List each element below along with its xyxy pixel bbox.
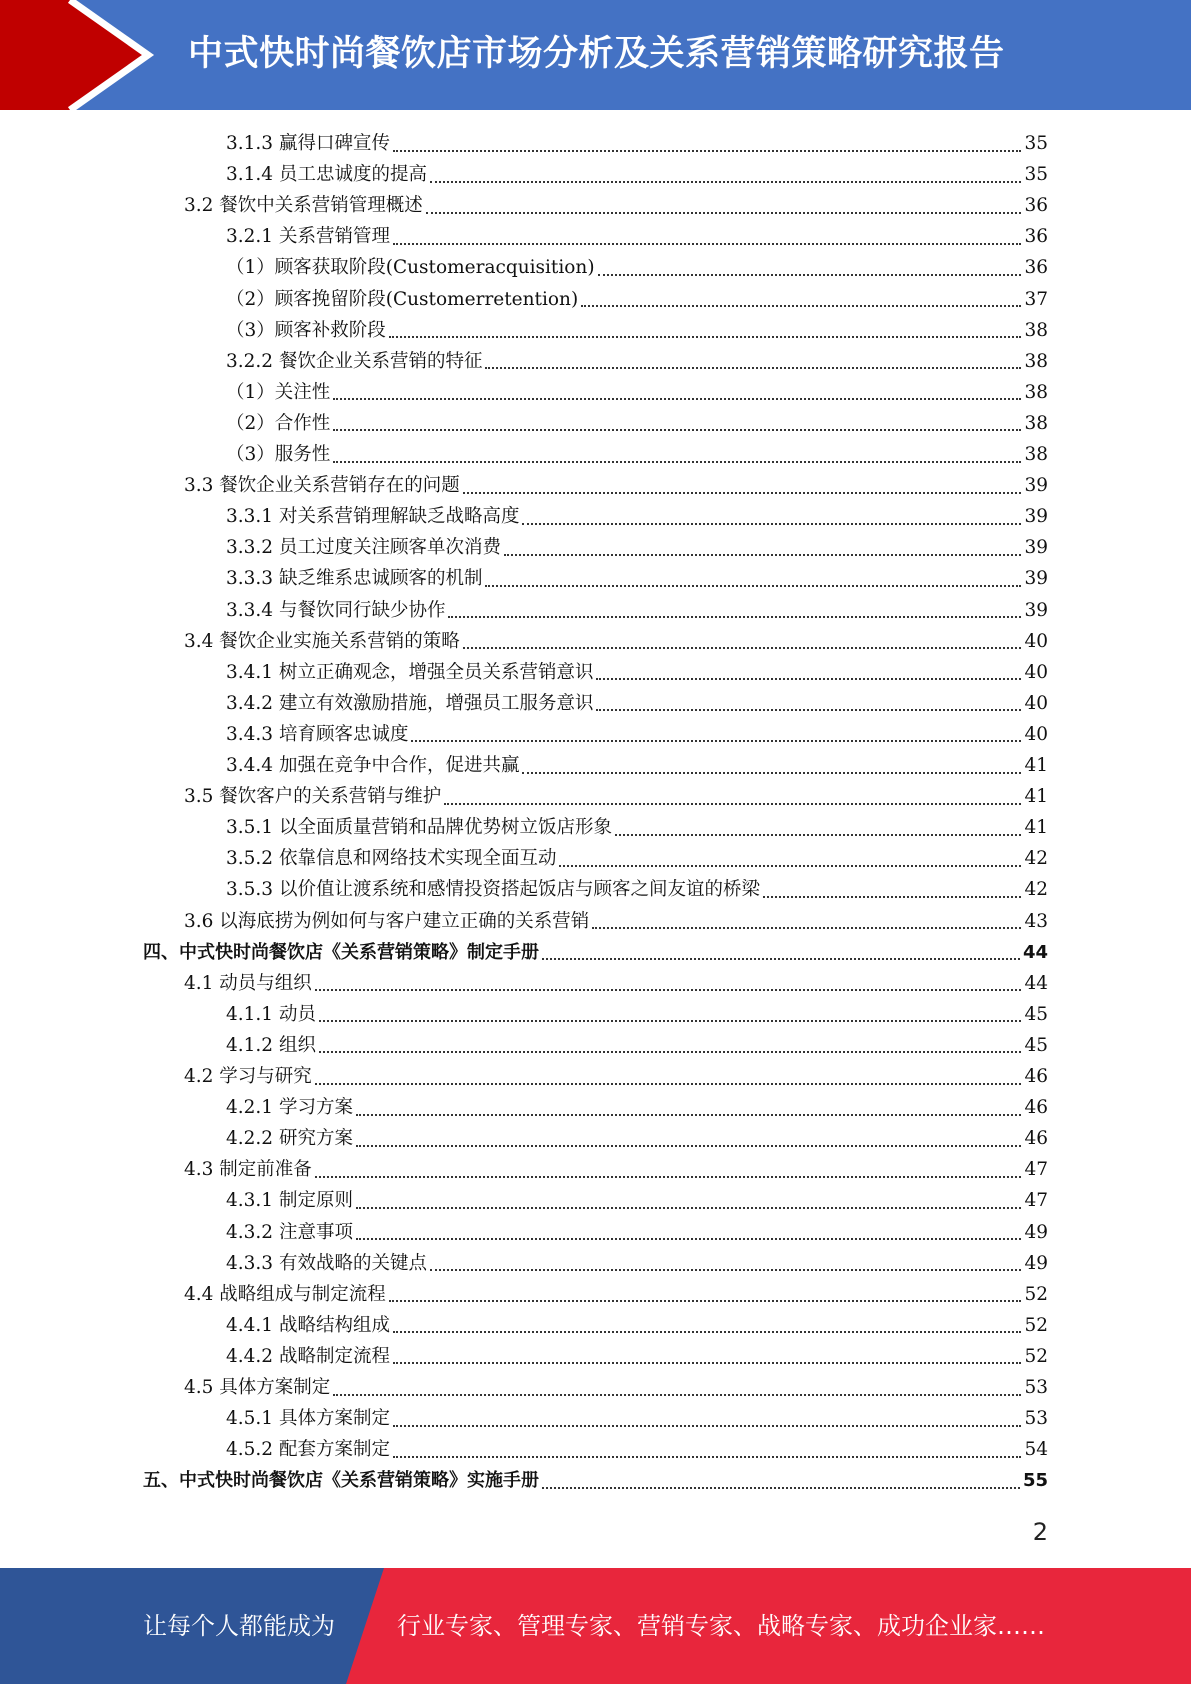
toc-entry-label: 4.2.1 学习方案 xyxy=(226,1097,353,1119)
toc-entry[interactable] xyxy=(226,1341,1048,1372)
toc-entry-page: 44 xyxy=(1022,941,1048,963)
toc-entry-page: 39 xyxy=(1024,537,1048,559)
document-title: 中式快时尚餐饮店市场分析及关系营销策略研究报告 xyxy=(188,34,1005,74)
toc-entry-label: 3.5.2 依靠信息和网络技术实现全面互动 xyxy=(226,848,557,870)
toc-entry-page: 38 xyxy=(1024,381,1048,403)
toc-entry[interactable] xyxy=(184,1061,1048,1092)
toc-leader-dots xyxy=(393,150,1021,152)
toc-entry[interactable] xyxy=(226,1434,1048,1465)
toc-entry[interactable] xyxy=(226,1310,1048,1341)
toc-entry[interactable] xyxy=(226,439,1048,470)
toc-entry-page: 47 xyxy=(1024,1159,1048,1181)
toc-entry-page: 38 xyxy=(1024,444,1048,465)
toc-leader-dots xyxy=(559,865,1021,867)
toc-leader-dots xyxy=(356,1207,1022,1209)
toc-entry-label: 4.4.2 战略制定流程 xyxy=(226,1345,390,1367)
toc-entry-label: 4.3.3 有效战略的关键点 xyxy=(226,1252,427,1274)
toc-entry-page: 53 xyxy=(1024,1377,1048,1398)
toc-entry-label: 4.4 战略组成与制定流程 xyxy=(184,1283,386,1305)
toc-entry-page: 40 xyxy=(1024,692,1048,714)
toc-entry-page: 37 xyxy=(1024,288,1048,310)
toc-entry[interactable] xyxy=(226,657,1048,688)
toc-entry[interactable] xyxy=(184,1154,1048,1185)
toc-entry-label: （1）关注性 xyxy=(226,381,331,403)
toc-entry-label: 3.3.3 缺乏维系忠诚顾客的机制 xyxy=(226,568,483,590)
toc-leader-dots xyxy=(615,834,1021,836)
toc-entry-page: 40 xyxy=(1024,661,1048,683)
toc-leader-dots xyxy=(315,989,1022,991)
toc-entry[interactable] xyxy=(226,315,1048,346)
toc-entry-label: 4.3 制定前准备 xyxy=(184,1159,312,1181)
toc-entry-page: 36 xyxy=(1024,195,1048,217)
toc-leader-dots xyxy=(393,1425,1021,1427)
toc-entry[interactable] xyxy=(226,595,1048,626)
toc-leader-dots xyxy=(596,709,1021,711)
toc-entry-label: 3.4 餐饮企业实施关系营销的策略 xyxy=(184,630,460,652)
toc-entry-page: 35 xyxy=(1024,164,1048,186)
toc-leader-dots xyxy=(319,1020,1022,1022)
toc-entry-label: 3.1.4 员工忠诚度的提高 xyxy=(226,164,427,186)
toc-entry[interactable] xyxy=(226,159,1048,190)
toc-entry[interactable] xyxy=(226,750,1048,781)
toc-entry-page: 45 xyxy=(1024,1003,1048,1025)
footer-slogan-left: 让每个人都能成为 xyxy=(143,1612,335,1640)
toc-entry-page: 46 xyxy=(1024,1066,1048,1087)
toc-entry-page: 54 xyxy=(1024,1439,1048,1461)
toc-entry-page: 42 xyxy=(1024,879,1048,901)
toc-entry[interactable] xyxy=(184,470,1048,501)
toc-entry-label: （2）合作性 xyxy=(226,412,331,434)
page-number: 2 xyxy=(1032,1518,1048,1546)
toc-leader-dots xyxy=(333,1394,1021,1396)
toc-leader-dots xyxy=(389,336,1022,338)
toc-entry[interactable] xyxy=(226,719,1048,750)
toc-entry-label: 4.2.2 研究方案 xyxy=(226,1128,353,1150)
toc-leader-dots xyxy=(463,647,1022,649)
toc-entry-page: 42 xyxy=(1024,848,1048,870)
toc-entry[interactable] xyxy=(226,408,1048,439)
toc-entry[interactable] xyxy=(226,128,1048,159)
toc-entry-page: 49 xyxy=(1024,1221,1048,1243)
toc-entry[interactable] xyxy=(226,1248,1048,1279)
toc-entry-label: 4.4.1 战略结构组成 xyxy=(226,1314,390,1336)
toc-entry-label: 3.5 餐饮客户的关系营销与维护 xyxy=(184,786,442,808)
toc-entry-label: 3.3.2 员工过度关注顾客单次消费 xyxy=(226,537,501,559)
toc-entry-page: 40 xyxy=(1024,630,1048,652)
toc-entry-page: 52 xyxy=(1024,1314,1048,1336)
toc-leader-dots xyxy=(448,616,1021,618)
toc-entry[interactable] xyxy=(226,812,1048,843)
toc-entry-label: （1）顾客获取阶段(Customeracquisition) xyxy=(226,257,595,279)
toc-entry-page: 47 xyxy=(1024,1190,1048,1212)
toc-entry-page: 38 xyxy=(1024,319,1048,341)
toc-entry[interactable] xyxy=(226,532,1048,563)
toc-entry-label: 五、中式快时尚餐饮店《关系营销策略》实施手册 xyxy=(143,1470,539,1492)
toc-entry-page: 38 xyxy=(1024,412,1048,434)
toc-entry[interactable] xyxy=(226,874,1048,905)
toc-entry-page: 40 xyxy=(1024,723,1048,745)
toc-leader-dots xyxy=(333,398,1021,400)
footer-slogan-right: 行业专家、管理专家、营销专家、战略专家、成功企业家…… xyxy=(397,1612,1045,1640)
toc-leader-dots xyxy=(333,429,1021,431)
toc-entry-label: （3）服务性 xyxy=(226,444,331,465)
toc-entry-label: 3.4.3 培育顾客忠诚度 xyxy=(226,723,409,745)
toc-leader-dots xyxy=(522,772,1021,774)
toc-entry[interactable] xyxy=(184,781,1048,812)
toc-entry-label: 4.1.1 动员 xyxy=(226,1003,316,1025)
toc-leader-dots xyxy=(581,305,1021,307)
toc-entry-page: 35 xyxy=(1024,133,1048,154)
toc-entry-label: 3.6 以海底捞为例如何与客户建立正确的关系营销 xyxy=(184,910,590,932)
toc-entry-page: 45 xyxy=(1024,1034,1048,1056)
toc-entry-page: 39 xyxy=(1024,506,1048,528)
toc-entry-label: 3.3.1 对关系营销理解缺乏战略高度 xyxy=(226,506,520,528)
toc-entry[interactable] xyxy=(184,968,1048,999)
toc-entry-label: 3.4.2 建立有效激励措施，增强员工服务意识 xyxy=(226,692,594,714)
toc-entry-label: 3.4.1 树立正确观念，增强全员关系营销意识 xyxy=(226,661,594,683)
toc-entry[interactable] xyxy=(226,688,1048,719)
header-banner xyxy=(0,0,1191,110)
toc-entry-page: 46 xyxy=(1024,1097,1048,1119)
toc-entry-label: 四、中式快时尚餐饮店《关系营销策略》制定手册 xyxy=(143,941,539,963)
toc-entry[interactable] xyxy=(143,937,1048,968)
toc-leader-dots xyxy=(596,678,1021,680)
toc-entry[interactable] xyxy=(143,1465,1048,1496)
toc-leader-dots xyxy=(426,212,1022,214)
toc-entry-label: 4.2 学习与研究 xyxy=(184,1066,312,1087)
toc-entry[interactable] xyxy=(226,1403,1048,1434)
toc-entry-label: 3.2.2 餐饮企业关系营销的特征 xyxy=(226,350,483,372)
toc-entry[interactable] xyxy=(226,999,1048,1030)
toc-leader-dots xyxy=(315,1083,1022,1085)
toc-entry[interactable] xyxy=(184,190,1048,221)
toc-leader-dots xyxy=(592,927,1021,929)
toc-leader-dots xyxy=(411,740,1021,742)
toc-leader-dots xyxy=(485,585,1021,587)
toc-entry-label: （2）顾客挽留阶段(Customerretention) xyxy=(226,288,579,310)
toc-leader-dots xyxy=(356,1238,1022,1240)
toc-entry[interactable] xyxy=(226,377,1048,408)
toc-entry-label: 4.3.1 制定原则 xyxy=(226,1190,353,1212)
toc-leader-dots xyxy=(393,243,1021,245)
toc-leader-dots xyxy=(463,492,1022,494)
toc-entry-page: 41 xyxy=(1024,755,1048,776)
toc-entry-label: 3.4.4 加强在竞争中合作，促进共赢 xyxy=(226,755,520,776)
toc-leader-dots xyxy=(393,1456,1021,1458)
toc-entry-label: 3.2.1 关系营销管理 xyxy=(226,226,390,248)
toc-entry[interactable] xyxy=(184,626,1048,657)
toc-leader-dots xyxy=(315,1176,1022,1178)
toc-entry-page: 36 xyxy=(1024,226,1048,248)
toc-entry[interactable] xyxy=(226,1092,1048,1123)
toc-entry[interactable] xyxy=(184,1279,1048,1310)
toc-leader-dots xyxy=(393,1331,1021,1333)
toc-entry-page: 39 xyxy=(1024,599,1048,621)
toc-entry[interactable] xyxy=(226,221,1048,252)
toc-entry-page: 46 xyxy=(1024,1128,1048,1150)
toc-entry-label: 4.3.2 注意事项 xyxy=(226,1221,353,1243)
toc-entry-label: 4.5 具体方案制定 xyxy=(184,1377,331,1398)
toc-leader-dots xyxy=(598,274,1022,276)
toc-entry[interactable] xyxy=(226,346,1048,377)
toc-leader-dots xyxy=(319,1051,1022,1053)
toc-leader-dots xyxy=(393,1362,1021,1364)
toc-entry[interactable] xyxy=(226,843,1048,874)
toc-entry-page: 39 xyxy=(1024,475,1048,497)
toc-entry-label: 3.2 餐饮中关系营销管理概述 xyxy=(184,195,423,217)
toc-leader-dots xyxy=(444,803,1021,805)
toc-entry[interactable] xyxy=(184,906,1048,937)
toc-entry-page: 55 xyxy=(1022,1470,1048,1492)
toc-leader-dots xyxy=(356,1114,1022,1116)
toc-entry[interactable] xyxy=(184,1372,1048,1403)
toc-entry-label: 4.5.1 具体方案制定 xyxy=(226,1408,390,1430)
toc-entry[interactable] xyxy=(226,284,1048,315)
toc-leader-dots xyxy=(430,1269,1021,1271)
toc-entry-label: 3.3.4 与餐饮同行缺少协作 xyxy=(226,599,446,621)
toc-entry-label: 3.3 餐饮企业关系营销存在的问题 xyxy=(184,475,460,497)
toc-entry-page: 41 xyxy=(1024,786,1048,808)
toc-leader-dots xyxy=(763,896,1021,898)
toc-entry-label: 4.1 动员与组织 xyxy=(184,972,312,994)
toc-entry-page: 44 xyxy=(1024,972,1048,994)
toc-leader-dots xyxy=(542,958,1020,960)
toc-leader-dots xyxy=(542,1487,1020,1489)
toc-entry-page: 38 xyxy=(1024,350,1048,372)
toc-leader-dots xyxy=(389,1300,1022,1302)
toc-entry-page: 41 xyxy=(1024,817,1048,839)
toc-entry-page: 49 xyxy=(1024,1252,1048,1274)
toc-entry-page: 53 xyxy=(1024,1408,1048,1430)
toc-leader-dots xyxy=(485,367,1021,369)
toc-entry[interactable] xyxy=(226,1217,1048,1248)
toc-entry-page: 43 xyxy=(1024,910,1048,932)
toc-entry[interactable] xyxy=(226,1123,1048,1154)
toc-entry-label: 3.1.3 赢得口碑宣传 xyxy=(226,133,390,154)
toc-entry-label: 4.5.2 配套方案制定 xyxy=(226,1439,390,1461)
toc-entry-label: 4.1.2 组织 xyxy=(226,1034,316,1056)
toc-entry[interactable] xyxy=(226,252,1048,283)
toc-entry[interactable] xyxy=(226,1185,1048,1216)
toc-entry-page: 36 xyxy=(1024,257,1048,279)
toc-leader-dots xyxy=(430,181,1021,183)
toc-entry[interactable] xyxy=(226,501,1048,532)
toc-entry[interactable] xyxy=(226,1030,1048,1061)
toc-entry-label: 3.5.1 以全面质量营销和品牌优势树立饭店形象 xyxy=(226,817,612,839)
toc-entry-page: 52 xyxy=(1024,1283,1048,1305)
toc-leader-dots xyxy=(504,554,1021,556)
toc-entry-page: 52 xyxy=(1024,1345,1048,1367)
footer-banner xyxy=(0,1568,1191,1684)
toc-leader-dots xyxy=(522,523,1021,525)
toc-entry-page: 39 xyxy=(1024,568,1048,590)
toc-leader-dots xyxy=(333,461,1021,463)
toc-entry-label: （3）顾客补救阶段 xyxy=(226,319,386,341)
toc-entry[interactable] xyxy=(226,563,1048,594)
toc-leader-dots xyxy=(356,1145,1022,1147)
toc-entry-label: 3.5.3 以价值让渡系统和感情投资搭起饭店与顾客之间友谊的桥梁 xyxy=(226,879,760,901)
